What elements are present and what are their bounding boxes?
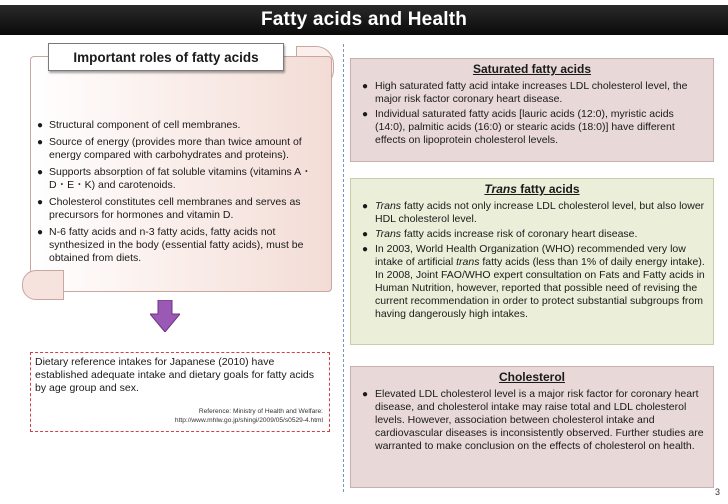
bullet-icon: ● bbox=[37, 167, 44, 178]
bullet-icon: ● bbox=[362, 229, 369, 240]
cholesterol-title: Cholesterol bbox=[498, 370, 565, 384]
saturated-title: Saturated fatty acids bbox=[472, 62, 592, 76]
reference-box bbox=[30, 352, 330, 432]
cholesterol-panel bbox=[350, 366, 714, 488]
column-divider bbox=[343, 44, 344, 492]
bullet-icon: ● bbox=[362, 201, 369, 212]
bullet-icon: ● bbox=[362, 109, 369, 120]
trans-list-item: ● Trans fatty acids not only increase LDL cholesterol level, but also lower HDL cholesterol level. bbox=[362, 200, 705, 225]
scroll-curl-bottom bbox=[22, 270, 64, 300]
trans-list bbox=[359, 200, 705, 321]
trans-list-item: ● Trans fatty acids increase risk of coronary heart disease. bbox=[362, 228, 638, 240]
title-bar bbox=[0, 5, 728, 35]
bullet-icon: ● bbox=[362, 81, 369, 92]
slide-title: Fatty acids and Health bbox=[260, 9, 468, 30]
saturated-list bbox=[359, 80, 705, 147]
roles-list-item: ● Cholesterol constitutes cell membranes and serves as precursors for hormones and vitamin D. bbox=[37, 196, 301, 221]
cholesterol-list bbox=[359, 388, 705, 453]
trans-list-item: ● In 2003, World Health Organization (WHO) recommended very low intake of artificial trans fatty acids (less than 1% of daily energy intake). In 2008, Joint FAO/WHO expert consultation on Fats and Fatty acids in Human Nutrition, however, reported that possible need of revising the current recommendation in order to protect substantial subgroups from having dangerously high intakes. bbox=[362, 243, 705, 320]
bullet-icon: ● bbox=[37, 120, 44, 131]
saturated-panel bbox=[350, 58, 714, 162]
reference-source: Reference: Ministry of Health and Welfare: http://www.mhlw.go.jp/shingi/2009/05/s0529-4.html bbox=[174, 408, 323, 424]
roles-list-item: ● Supports absorption of fat soluble vitamins (vitamins A・D・E・K) and carotenoids. bbox=[37, 166, 312, 191]
saturated-list-item: ● Individual saturated fatty acids [lauric acids (12:0), myristic acids (14:0), palmitic acids (16:0) or stearic acids (18:0)] have different effects on lipoprotein cholesterol levels. bbox=[362, 108, 675, 146]
bullet-icon: ● bbox=[362, 389, 369, 400]
roles-list-item: ● N-6 fatty acids and n-3 fatty acids, fatty acids not synthesized in the body (essential fatty acids), must be obtained from diets. bbox=[37, 226, 304, 264]
bullet-icon: ● bbox=[362, 244, 369, 255]
trans-title: Trans fatty acids bbox=[484, 182, 580, 196]
trans-panel bbox=[350, 178, 714, 345]
bullet-icon: ● bbox=[37, 227, 44, 238]
roles-list-item: ● Source of energy (provides more than twice amount of energy compared with carbohydrates and proteins). bbox=[37, 136, 302, 161]
bullet-icon: ● bbox=[37, 137, 44, 148]
reference-text: Dietary reference intakes for Japanese (2010) have established adequate intake and dietary goals for fatty acids by age group and sex. bbox=[35, 356, 315, 394]
roles-title: Important roles of fatty acids bbox=[73, 49, 259, 65]
cholesterol-list-item: ● Elevated LDL cholesterol level is a major risk factor for coronary heart disease, and cholesterol intake may raise total and LDL cholesterol levels. However, association between cholesterol intake and cardiovascular diseases is inconsistently observed. Further studies are warranted to make conclusion on the effects of cholesterol on health. bbox=[362, 388, 704, 452]
down-arrow-icon bbox=[150, 300, 180, 332]
roles-title-box bbox=[48, 43, 284, 71]
roles-list bbox=[37, 119, 327, 269]
bullet-icon: ● bbox=[37, 197, 44, 208]
saturated-list-item: ● High saturated fatty acid intake increases LDL cholesterol level, the major risk factor coronary heart disease. bbox=[362, 80, 688, 105]
roles-list-item: ● Structural component of cell membranes. bbox=[37, 119, 241, 131]
page-number: 3 bbox=[714, 487, 720, 497]
